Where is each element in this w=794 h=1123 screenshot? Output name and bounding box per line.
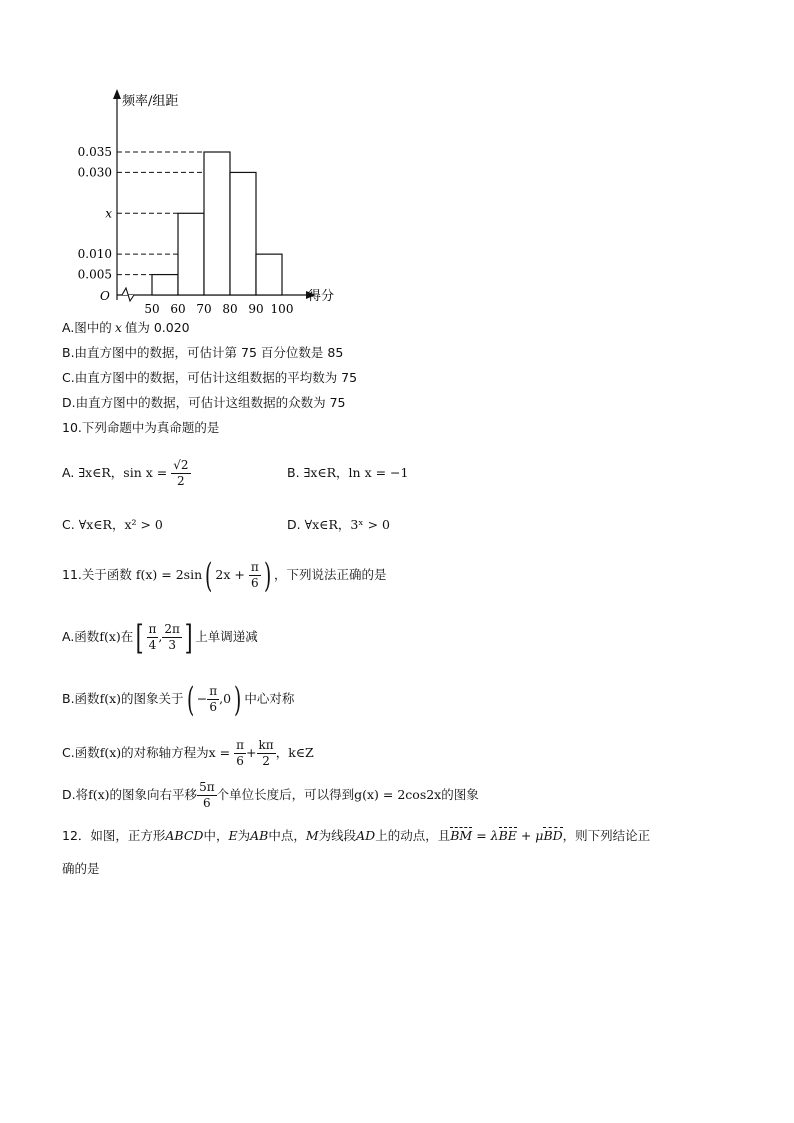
q12-m: M (305, 828, 319, 843)
q11-left-paren-icon: ( (205, 555, 213, 596)
x-axis-label: 得分 (308, 289, 335, 304)
y-axis-arrow (113, 89, 121, 99)
q11-d-num: 5π (199, 780, 215, 794)
q11-a-pre: A.函数 (62, 629, 100, 644)
q11-option-d (62, 777, 479, 813)
origin-label: O (100, 289, 110, 303)
q11-c-fx: f(x) (99, 745, 122, 760)
x-tick-label-100: 100 (270, 302, 294, 315)
q11-a-n1: π (148, 622, 157, 636)
q11-c-d1: 6 (236, 754, 244, 768)
q10-a-label: A. (62, 465, 75, 480)
q12-ab: AB (250, 828, 269, 843)
q10-option-d (287, 517, 390, 533)
q11-right-paren-icon: ) (263, 555, 272, 596)
q11-stem-pre: 11.关于函数 (62, 567, 132, 582)
q11-a-frac2 (162, 622, 182, 653)
q11-a-d2: 3 (168, 638, 176, 652)
q11-b-mid: 的图象关于 (121, 691, 184, 706)
q12-e: E (228, 828, 238, 843)
q9-option-c: C.由直方图中的数据，可估计这组数据的平均数为 75 (62, 370, 358, 385)
q11-b-tail: ,0 (219, 691, 232, 706)
q12-t4: 为线段 (318, 828, 357, 843)
q11-a-n2: 2π (164, 622, 180, 636)
q12-t3: 中点， (268, 828, 306, 843)
q11-c-mid: 的对称轴方程为 (121, 745, 209, 760)
q12-t6: ，则下列结论正 (562, 828, 651, 843)
q12-t1: 中， (203, 828, 229, 843)
q11-b-pre: B.函数 (62, 691, 100, 706)
q11-stem-den: 6 (250, 576, 259, 590)
q11-a-d1: 4 (148, 638, 157, 652)
q12-pre: 12．如图，正方形 (62, 828, 166, 843)
q11-c-plus: + (246, 745, 257, 760)
q10-option-a (62, 455, 191, 491)
x-tick-label-80: 80 (222, 302, 238, 315)
q11-stem-fraction (249, 560, 261, 591)
q11-d-den: 6 (203, 796, 211, 810)
q11-stem-fx: f(x) = 2sin (135, 567, 203, 582)
q12-eq: = λ (472, 828, 499, 843)
q12-t2: 为 (237, 828, 251, 843)
q12-vector-bd: BD (543, 828, 563, 843)
q11-c-post: ，k∈Z (275, 745, 314, 760)
q11-a-frac1 (147, 622, 159, 653)
q9-option-a-rest: 值为 0.020 (124, 320, 190, 335)
q12-line2: 确的是 (62, 861, 100, 876)
histogram-bar-90-100 (256, 254, 282, 295)
q11-c-frac1 (234, 738, 246, 769)
q11-stem-post: ，下列说法正确的是 (274, 567, 387, 582)
q10-a-num: √2 (173, 458, 189, 472)
q10-a-den: 2 (177, 474, 185, 488)
q11-c-xeq: x = (208, 745, 231, 760)
histogram-bar-50-60 (152, 275, 178, 295)
q11-d-frac (197, 780, 217, 811)
q11-stem (62, 556, 387, 594)
histogram-bar-60-70 (178, 213, 204, 295)
q9-option-a (62, 320, 190, 336)
q12-plus: + μ (516, 828, 544, 843)
y-axis-label: 频率/组距 (122, 94, 179, 109)
q9-option-b: B.由直方图中的数据，可估计第 75 百分位数是 85 (62, 345, 344, 360)
q11-option-a: A.函数f(x)在[ $\frac{\pi}{4}$ , $\frac{2\pi}{3}$ ] 上单调递减 (62, 617, 258, 658)
q11-a-right-bracket-icon: ] (184, 617, 193, 658)
q11-b-left-paren-icon: ( (186, 679, 194, 720)
q11-a-left-bracket-icon: [ (135, 617, 144, 658)
q11-option-c (62, 735, 314, 771)
y-tick-label-0.035: 0.035 (77, 145, 112, 159)
q11-b-frac (207, 684, 219, 715)
q12-abcd: ABCD (165, 828, 204, 843)
q9-option-a-var: x (114, 320, 122, 335)
x-tick-label-90: 90 (248, 302, 264, 315)
q12-line1 (62, 828, 650, 844)
q11-a-mid: 在 (120, 629, 134, 644)
x-tick-label-60: 60 (170, 302, 186, 315)
q10-option-c (62, 517, 163, 533)
q11-c-n2: kπ (258, 738, 274, 752)
q11-d-gx: g(x) = 2cos2x (354, 787, 442, 802)
q11-d-post: 的图象 (441, 787, 479, 802)
x-tick-label-70: 70 (196, 302, 212, 315)
q11-b-den: 6 (209, 700, 218, 714)
histogram-figure (60, 85, 360, 315)
q12-vector-be: BE (498, 828, 517, 843)
y-tick-label-0.005: 0.005 (77, 267, 112, 282)
q11-stem-num: π (250, 560, 259, 574)
q10-option-b (287, 465, 408, 481)
histogram-bar-80-90 (230, 172, 256, 295)
q10-c-label: C. (62, 517, 75, 532)
y-tick-label-0.030: 0.030 (77, 165, 112, 180)
q10-d-label: D. (287, 517, 301, 532)
q10-stem: 10.下列命题中为真命题的是 (62, 420, 220, 435)
q10-c-expr: ∀x∈R，x² > 0 (78, 517, 163, 532)
q11-c-pre: C.函数 (62, 745, 100, 760)
histogram-bar-70-80 (204, 152, 230, 295)
q10-b-label: B. (287, 465, 300, 480)
q11-c-d2: 2 (262, 754, 270, 768)
q11-b-sign: − (196, 691, 208, 706)
q11-c-n1: π (236, 738, 245, 752)
y-tick-label-x: x (105, 206, 112, 221)
q11-option-b (62, 680, 294, 718)
q10-d-expr: ∀x∈R，3ˣ > 0 (304, 517, 390, 532)
q10-a-expr: ∃x∈R，sin x = (78, 465, 168, 480)
q11-d-pre: D.将 (62, 787, 89, 802)
q11-b-fx: f(x) (99, 691, 121, 706)
q11-d-mid2: 个单位长度后，可以得到 (216, 787, 355, 802)
q11-d-fx: f(x) (88, 787, 110, 802)
q11-c-frac2 (257, 738, 276, 769)
q11-d-mid: 的图象向右平移 (109, 787, 198, 802)
q11-a-fx: f(x) (99, 629, 121, 644)
q11-a-post: 上单调递减 (195, 629, 258, 644)
x-tick-label-50: 50 (144, 302, 160, 315)
q12-ad: AD (356, 828, 376, 843)
q12-t5: 上的动点，且 (375, 828, 451, 843)
q11-stem-inner: 2x + (215, 567, 245, 582)
q9-option-d: D.由直方图中的数据，可估计这组数据的众数为 75 (62, 395, 346, 410)
q9-option-a-label: A.图中的 (62, 320, 112, 335)
y-tick-label-0.010: 0.010 (77, 247, 112, 262)
q11-b-post: 中心对称 (244, 691, 295, 706)
q11-b-right-paren-icon: ) (234, 679, 242, 720)
q12-vector-bm: BM (450, 828, 473, 843)
q11-b-num: π (209, 684, 218, 698)
q10-a-fraction (171, 458, 190, 489)
q10-b-expr: ∃x∈R，ln x = −1 (303, 465, 409, 480)
